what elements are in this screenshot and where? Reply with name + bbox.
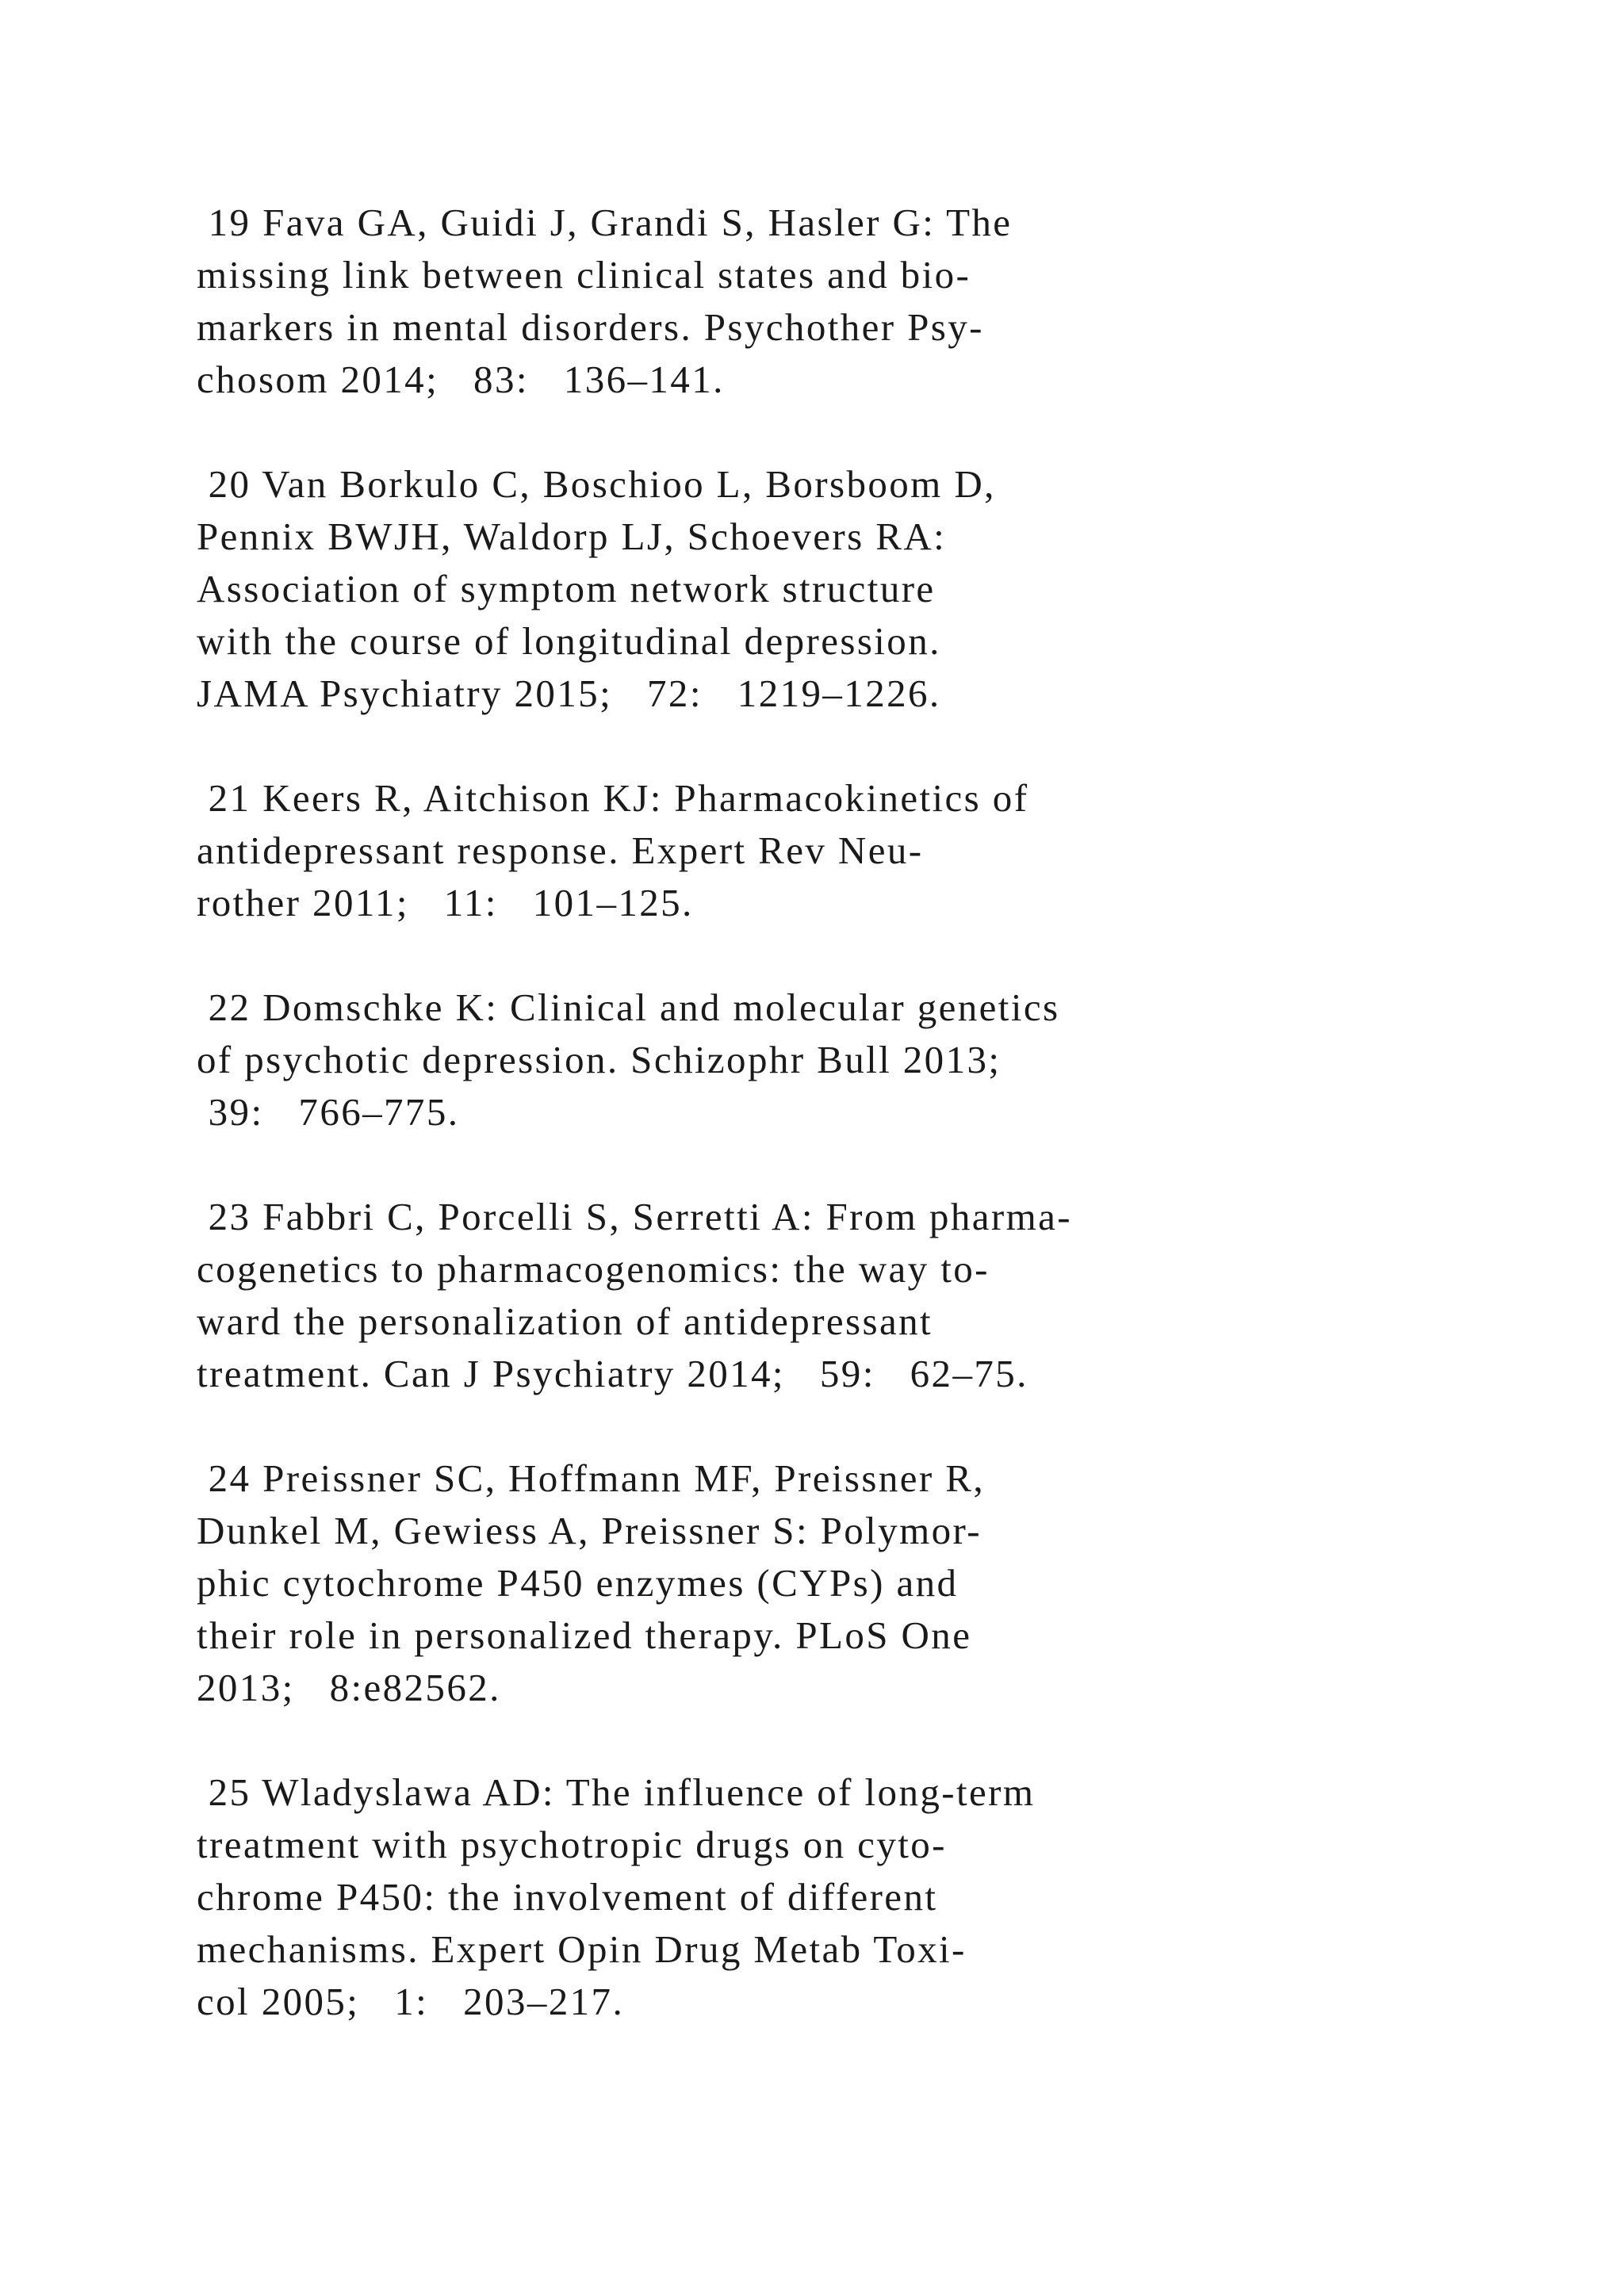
reference-line: markers in mental disorders. Psychother Psy- bbox=[197, 305, 984, 349]
reference-line: missing link between clinical states and bio- bbox=[197, 253, 971, 297]
reference-line: Pennix BWJH, Waldorp LJ, Schoevers RA: bbox=[197, 515, 947, 558]
reference-line: 22 Domschke K: Clinical and molecular genetics bbox=[197, 985, 1060, 1029]
reference-line: phic cytochrome P450 enzymes (CYPs) and bbox=[197, 1561, 959, 1605]
reference-list bbox=[197, 197, 1481, 2080]
reference-20 bbox=[197, 458, 1481, 720]
reference-line: Dunkel M, Gewiess A, Preissner S: Polymor- bbox=[197, 1509, 982, 1552]
reference-23 bbox=[197, 1191, 1481, 1400]
reference-line: of psychotic depression. Schizophr Bull 2013; bbox=[197, 1038, 1002, 1081]
reference-line: 21 Keers R, Aitchison KJ: Pharmacokinetics of bbox=[197, 776, 1029, 820]
reference-line: col 2005; 1: 203–217. bbox=[197, 1980, 625, 2023]
reference-19 bbox=[197, 197, 1481, 406]
reference-line: cogenetics to pharmacogenomics: the way to- bbox=[197, 1247, 990, 1291]
reference-line: 2013; 8:e82562. bbox=[197, 1666, 501, 1709]
reference-line: antidepressant response. Expert Rev Neu- bbox=[197, 828, 924, 872]
reference-line: 24 Preissner SC, Hoffmann MF, Preissner R, bbox=[197, 1456, 985, 1500]
reference-line: treatment. Can J Psychiatry 2014; 59: 62–75. bbox=[197, 1352, 1028, 1395]
reference-line: treatment with psychotropic drugs on cyto- bbox=[197, 1823, 947, 1866]
reference-25 bbox=[197, 1766, 1481, 2028]
reference-line: 19 Fava GA, Guidi J, Grandi S, Hasler G: The bbox=[197, 201, 1013, 244]
reference-line: with the course of longitudinal depression. bbox=[197, 619, 941, 663]
reference-line: rother 2011; 11: 101–125. bbox=[197, 881, 694, 924]
reference-line: chosom 2014; 83: 136–141. bbox=[197, 358, 725, 401]
reference-line: 25 Wladyslawa AD: The influence of long-term bbox=[197, 1770, 1036, 1814]
reference-line: mechanisms. Expert Opin Drug Metab Toxi- bbox=[197, 1927, 967, 1971]
reference-line: 39: 766–775. bbox=[197, 1090, 460, 1134]
reference-24 bbox=[197, 1452, 1481, 1714]
reference-21 bbox=[197, 772, 1481, 929]
reference-line: their role in personalized therapy. PLoS One bbox=[197, 1613, 972, 1657]
reference-line: 23 Fabbri C, Porcelli S, Serretti A: From pharma- bbox=[197, 1195, 1072, 1238]
reference-line: Association of symptom network structure bbox=[197, 567, 936, 610]
reference-22 bbox=[197, 982, 1481, 1138]
reference-line: ward the personalization of antidepressant bbox=[197, 1299, 933, 1343]
reference-line: chrome P450: the involvement of different bbox=[197, 1875, 938, 1919]
reference-line: JAMA Psychiatry 2015; 72: 1219–1226. bbox=[197, 672, 941, 715]
reference-line: 20 Van Borkulo C, Boschioo L, Borsboom D, bbox=[197, 462, 996, 506]
